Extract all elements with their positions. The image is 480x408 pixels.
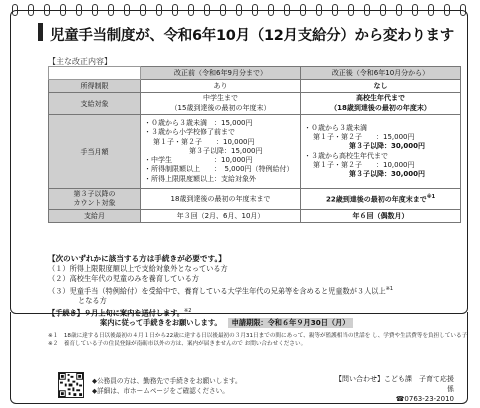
- target-before: [141, 93, 301, 115]
- amount-before-line: ・０歳から３歳未満 ：15,000円: [144, 119, 253, 128]
- notice-item: （１）所得上限限度額以上で支給対象外となっている方: [48, 264, 228, 273]
- table-corner: [49, 67, 141, 80]
- contact-phone: ☎0763-23-2010: [395, 395, 454, 403]
- amount-after-line: 第３子以降：30,000円: [349, 169, 426, 178]
- footer-line: ◆公務員の方は、勤務先で手続きをお願いします。: [92, 377, 242, 385]
- deadline-badge: 申請期限：令和６年９月30日（月）: [228, 318, 354, 328]
- notice-item: [48, 284, 460, 296]
- notice-item-text: （３）児童手当（特例給付）を受給中で、養育している大学生年代の兄弟等を含めると児童数が３人以上: [48, 286, 386, 296]
- amount-before-line: ・所得上限限度額以上：支給対象外: [144, 174, 256, 183]
- contact-info: [330, 374, 454, 404]
- footnotes: [48, 332, 468, 348]
- footnote-mark: ※2: [184, 308, 192, 314]
- footer-info: [92, 376, 242, 396]
- column-header-after: 改正後（令和6年10月分から）: [301, 67, 461, 80]
- procedure-line: [48, 318, 460, 328]
- revision-table: [48, 66, 461, 223]
- payment-months-before: 年３回（2月、6月、10月）: [141, 210, 301, 223]
- amount-before-line: ・３歳から小学校修了前まで: [144, 128, 235, 137]
- notice-item: （２）高校生年代の児童のみを養育している方: [48, 274, 199, 283]
- notice-item-continuation: となる方: [78, 296, 107, 306]
- amount-after-line: 第１子・第２子 ：15,000円: [313, 133, 415, 142]
- row-label-third-child-count: [49, 189, 141, 210]
- target-after-line: 高校生年代まで: [356, 94, 405, 103]
- footnote-mark: ※1: [426, 194, 436, 201]
- procedure-text: 【手続き】９月上旬に案内を送付します。: [48, 308, 184, 318]
- qr-code-icon[interactable]: [58, 372, 84, 398]
- notice-header: 【次のいずれかに該当する方は手続きが必要です。】: [48, 254, 226, 263]
- contact-department: 【問い合わせ】こども課 子育て応援係: [335, 375, 454, 393]
- footnote: ※１ 18歳に達する日以後最初の４月１日から22歳に達する日以後最初の３月31日までの間にあって、親等が監護相当の世話を し、学費や生活費等を負担している子: [48, 333, 468, 339]
- procedure-section: [48, 306, 460, 328]
- monthly-amount-after: [301, 115, 461, 189]
- amount-after-line: ・０歳から３歳未満: [304, 123, 367, 132]
- amount-before-line: ・中学生 ：10,000円: [144, 156, 253, 165]
- row-label-target: 支給対象: [49, 93, 141, 115]
- amount-before-line: 第１子・第２子 ：10,000円: [153, 137, 255, 146]
- amount-before-line: 第３子以降：15,000円: [189, 146, 263, 155]
- procedure-line: [48, 306, 460, 318]
- amount-after-line: 第３子以降：30,000円: [349, 142, 426, 151]
- target-before-line: （15歳到達後の最初の年度末）: [170, 103, 271, 112]
- payment-months-after: 年６回（偶数月）: [301, 210, 461, 223]
- count-after-text: 22歳到達後の最初の年度末まで: [325, 195, 427, 204]
- count-label-line: カウント対象: [73, 199, 116, 208]
- count-label-line: 第３子以降の: [73, 190, 116, 198]
- amount-before-line: ・所得制限額以上 ： 5,000円（特例給付）: [144, 165, 294, 174]
- title-accent-bar: [38, 23, 43, 41]
- income-limit-after: なし: [301, 80, 461, 93]
- row-label-payment-months: 支給月: [49, 210, 141, 223]
- target-after-line: （18歳到達後の最初の年度末）: [330, 103, 431, 112]
- page-title: 児童手当制度が、令和6年10月（12月支給分）から変わります: [50, 28, 454, 44]
- row-label-income-limit: 所得制限: [49, 80, 141, 93]
- amount-after-line: 第１子・第２子 ：10,000円: [313, 160, 415, 169]
- third-child-count-after: [301, 189, 461, 210]
- footnote: ※２ 養育している子の住民登録が南砺市以外の方は、案内が届きませんので お問い合わせください。: [48, 341, 307, 347]
- target-before-line: 中学生まで: [203, 94, 238, 103]
- section-label: 【主な改正内容】: [48, 57, 112, 66]
- footnote-mark: ※1: [385, 286, 394, 292]
- amount-after-line: ・３歳から高校生年代まで: [304, 151, 388, 160]
- row-label-monthly-amount: 手当月額: [49, 115, 141, 189]
- procedure-required-notice: [48, 254, 460, 306]
- footer-line: ◆詳細は、市ホームページをご確認ください。: [92, 387, 229, 395]
- target-after: [301, 93, 461, 115]
- monthly-amount-before: [141, 115, 301, 189]
- income-limit-before: あり: [141, 80, 301, 93]
- column-header-before: 改正前（令和6年9月分まで）: [141, 67, 301, 80]
- procedure-text: 案内に従って手続きをお願いします。: [100, 318, 222, 328]
- third-child-count-before: 18歳到達後の最初の年度末まで: [141, 189, 301, 210]
